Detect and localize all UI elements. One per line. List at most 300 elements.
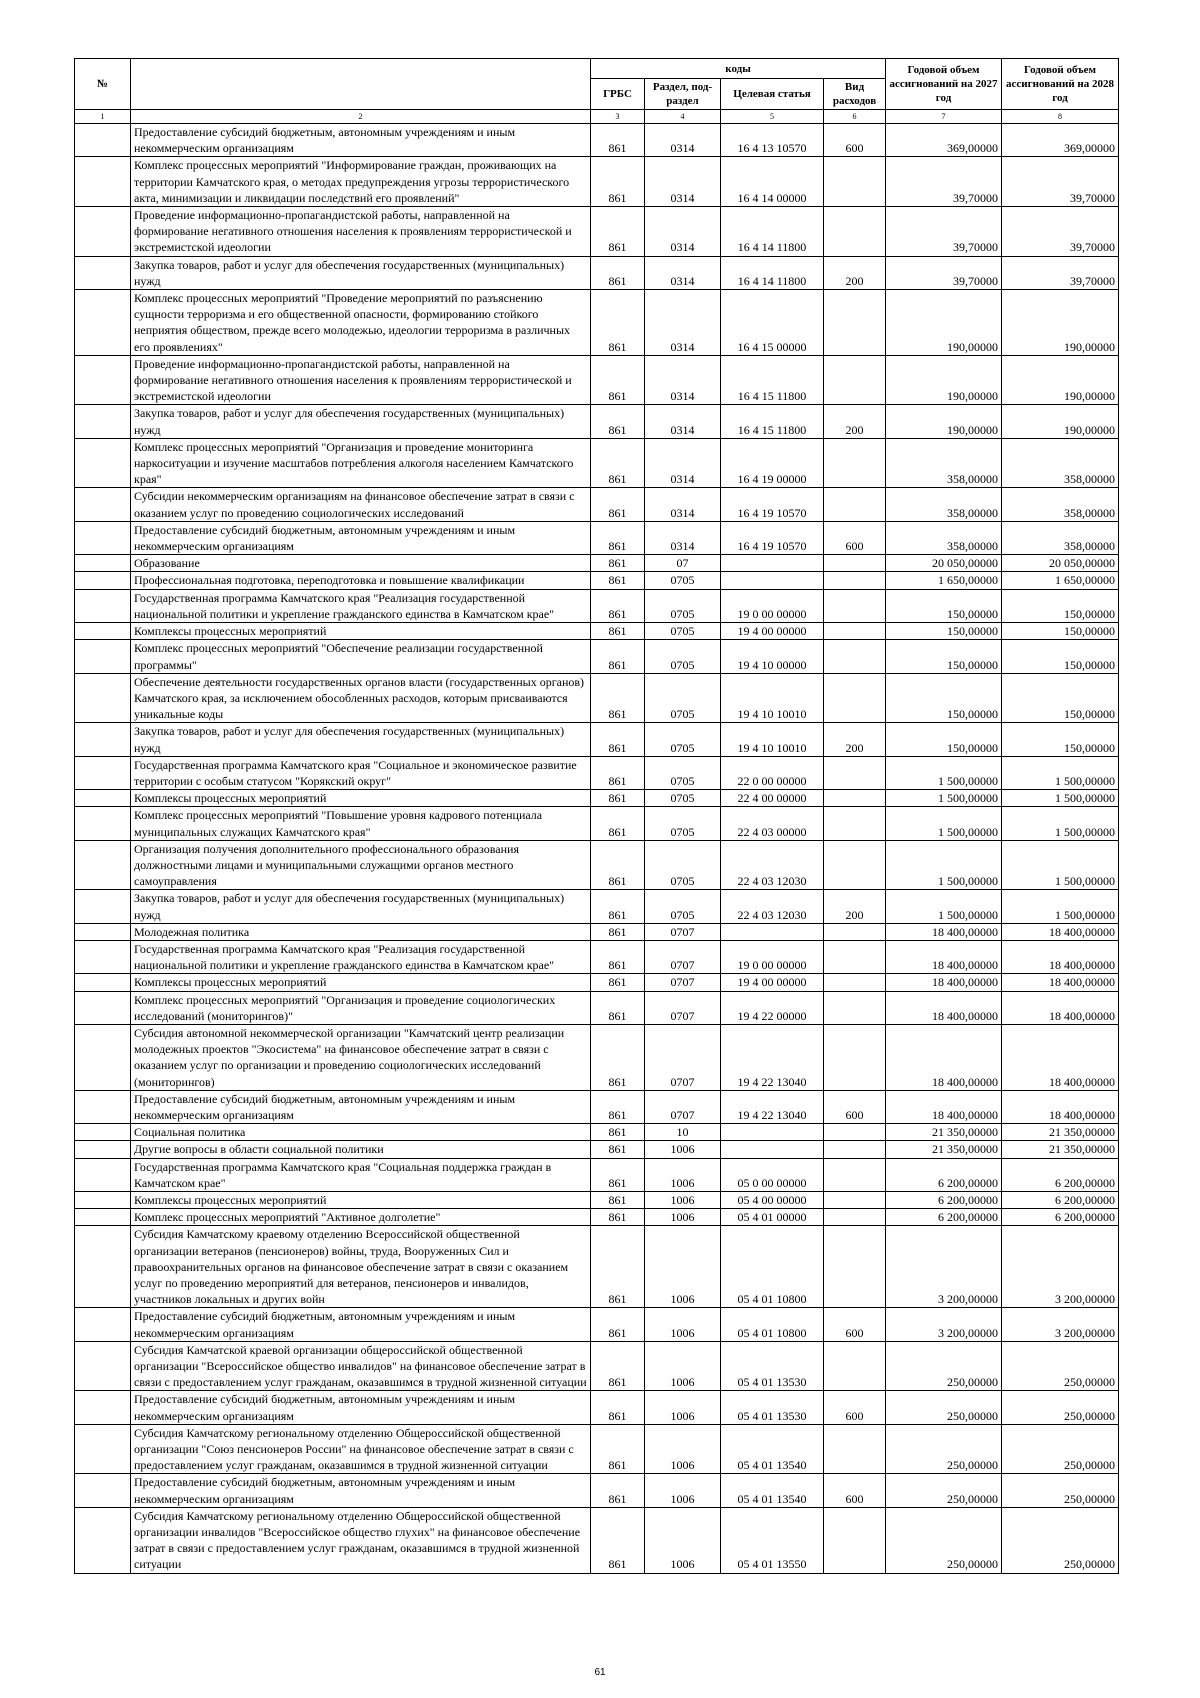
cell-statya: 16 4 15 11800 [721,405,824,438]
cell-2028: 150,00000 [1002,589,1119,622]
cell-grbs: 861 [591,124,645,157]
cell-grbs: 861 [591,974,645,991]
table-row [75,521,1119,554]
cell-vid [824,355,886,405]
cell-vid: 200 [824,890,886,923]
cell-2028: 250,00000 [1002,1391,1119,1424]
cell-name: Предоставление субсидий бюджетным, автономным учреждениям и иным некоммерческим организациям [131,1308,591,1341]
cell-2028: 250,00000 [1002,1341,1119,1391]
column-number: 6 [824,110,886,124]
cell-number [75,256,131,289]
cell-grbs: 861 [591,589,645,622]
cell-razdel: 0314 [645,521,721,554]
cell-vid [824,1209,886,1226]
cell-2028: 6 200,00000 [1002,1209,1119,1226]
table-row [75,1141,1119,1158]
cell-2027: 250,00000 [886,1507,1002,1573]
table-row [75,1308,1119,1341]
cell-razdel: 0314 [645,157,721,207]
cell-razdel: 0705 [645,890,721,923]
cell-name: Предоставление субсидий бюджетным, автономным учреждениям и иным некоммерческим организациям [131,1090,591,1123]
cell-2028: 1 650,00000 [1002,572,1119,589]
cell-statya: 19 4 10 00000 [721,640,824,673]
cell-2028: 250,00000 [1002,1507,1119,1573]
cell-vid [824,991,886,1024]
column-number: 7 [886,110,1002,124]
table-row [75,124,1119,157]
table-row [75,723,1119,756]
cell-2027: 190,00000 [886,405,1002,438]
cell-number [75,1424,131,1474]
table-row [75,790,1119,807]
table-row [75,1507,1119,1573]
cell-vid [824,157,886,207]
table-row [75,940,1119,973]
cell-2028: 6 200,00000 [1002,1192,1119,1209]
cell-number [75,157,131,207]
table-row [75,1474,1119,1507]
cell-grbs: 861 [591,1507,645,1573]
cell-razdel: 0707 [645,940,721,973]
cell-number [75,623,131,640]
cell-grbs: 861 [591,723,645,756]
cell-2028: 6 200,00000 [1002,1158,1119,1191]
budget-table [74,58,1119,1574]
cell-vid [824,756,886,789]
cell-grbs: 861 [591,1158,645,1191]
cell-2027: 369,00000 [886,124,1002,157]
cell-grbs: 861 [591,1090,645,1123]
cell-name: Социальная политика [131,1124,591,1141]
cell-number [75,1507,131,1573]
table-row [75,488,1119,521]
cell-2027: 39,70000 [886,207,1002,257]
cell-vid [824,974,886,991]
cell-2027: 18 400,00000 [886,923,1002,940]
cell-2027: 18 400,00000 [886,1024,1002,1090]
cell-number [75,807,131,840]
header-vid: Вид расходов [824,79,886,110]
cell-2028: 358,00000 [1002,488,1119,521]
cell-2028: 39,70000 [1002,157,1119,207]
cell-2027: 18 400,00000 [886,991,1002,1024]
cell-grbs: 861 [591,157,645,207]
cell-2027: 18 400,00000 [886,1090,1002,1123]
cell-statya: 19 4 00 00000 [721,974,824,991]
table-row [75,589,1119,622]
table-row [75,1192,1119,1209]
cell-number [75,207,131,257]
cell-name: Субсидия Камчатской краевой организации общероссийской общественной организации "Всероссийское общество инвалидов" на финансовое обеспечение затрат в связи с предоставлением услуг гражданам, оказавшимся в трудной жизненной ситуации [131,1341,591,1391]
table-row [75,405,1119,438]
table-body [75,124,1119,1574]
cell-name: Субсидия Камчатскому региональному отделению Общероссийской общественной организации "Союз пенсионеров России" на финансовое обеспечение затрат в связи с предоставлением услуг гражданам, оказавшимся в трудной жизненной ситуации [131,1424,591,1474]
cell-statya: 19 0 00 00000 [721,589,824,622]
cell-razdel: 0705 [645,756,721,789]
cell-name: Предоставление субсидий бюджетным, автономным учреждениям и иным некоммерческим организациям [131,1391,591,1424]
cell-razdel: 0705 [645,572,721,589]
cell-razdel: 0707 [645,974,721,991]
cell-2027: 39,70000 [886,256,1002,289]
header-codes: коды [591,59,886,79]
cell-2027: 21 350,00000 [886,1124,1002,1141]
cell-2027: 39,70000 [886,157,1002,207]
cell-2027: 150,00000 [886,640,1002,673]
cell-statya [721,555,824,572]
cell-statya: 16 4 19 10570 [721,488,824,521]
cell-name: Комплекс процессных мероприятий "Активное долголетие" [131,1209,591,1226]
table-row [75,923,1119,940]
cell-statya: 16 4 14 00000 [721,157,824,207]
cell-2028: 358,00000 [1002,521,1119,554]
cell-2027: 250,00000 [886,1341,1002,1391]
cell-grbs: 861 [591,991,645,1024]
cell-vid: 600 [824,1391,886,1424]
cell-razdel: 0314 [645,207,721,257]
cell-name: Комплексы процессных мероприятий [131,623,591,640]
cell-vid [824,1424,886,1474]
cell-grbs: 861 [591,1124,645,1141]
cell-number [75,1158,131,1191]
table-row [75,673,1119,723]
cell-2028: 1 500,00000 [1002,840,1119,890]
cell-vid [824,1158,886,1191]
cell-grbs: 861 [591,256,645,289]
cell-statya: 16 4 14 11800 [721,256,824,289]
table-header [75,59,1119,124]
cell-2028: 18 400,00000 [1002,940,1119,973]
cell-grbs: 861 [591,207,645,257]
cell-vid [824,940,886,973]
cell-razdel: 0705 [645,723,721,756]
cell-2028: 150,00000 [1002,640,1119,673]
cell-number [75,1226,131,1308]
cell-statya: 19 4 10 10010 [721,723,824,756]
cell-vid [824,488,886,521]
page-number: 61 [594,1667,606,1678]
cell-statya: 05 4 01 13550 [721,1507,824,1573]
cell-statya: 05 0 00 00000 [721,1158,824,1191]
header-grbs: ГРБС [591,79,645,110]
cell-razdel: 0705 [645,840,721,890]
cell-number [75,355,131,405]
cell-number [75,673,131,723]
cell-name: Субсидия автономной некоммерческой организации "Камчатский центр реализации молодежных проектов "Экосистема" на финансовое обеспечение затрат в связи с оказанием услуг по организации и проведению социологических исследований (мониторингов) [131,1024,591,1090]
cell-statya: 05 4 01 13530 [721,1391,824,1424]
cell-name: Обеспечение деятельности государственных органов власти (государственных органов) Камчатского края, за исключением обособленных расходов, которым присваиваются уникальные коды [131,673,591,723]
cell-grbs: 861 [591,1424,645,1474]
cell-name: Организация получения дополнительного профессионального образования должностными лицами и муниципальными служащими органов местного самоуправления [131,840,591,890]
cell-vid [824,1226,886,1308]
column-number: 4 [645,110,721,124]
cell-2028: 190,00000 [1002,355,1119,405]
cell-number [75,1141,131,1158]
cell-2027: 150,00000 [886,723,1002,756]
cell-razdel: 1006 [645,1507,721,1573]
cell-2028: 39,70000 [1002,207,1119,257]
cell-statya: 19 4 22 13040 [721,1090,824,1123]
cell-2028: 190,00000 [1002,290,1119,356]
cell-grbs: 861 [591,1226,645,1308]
cell-2028: 18 400,00000 [1002,1090,1119,1123]
cell-2027: 1 500,00000 [886,756,1002,789]
cell-statya: 05 4 01 10800 [721,1226,824,1308]
cell-statya: 19 0 00 00000 [721,940,824,973]
cell-vid: 600 [824,1474,886,1507]
cell-vid [824,572,886,589]
column-number: 1 [75,110,131,124]
cell-number [75,974,131,991]
cell-vid [824,589,886,622]
cell-razdel: 0314 [645,290,721,356]
cell-razdel: 0707 [645,991,721,1024]
cell-grbs: 861 [591,1474,645,1507]
cell-vid: 200 [824,723,886,756]
cell-statya: 05 4 01 00000 [721,1209,824,1226]
cell-2028: 1 500,00000 [1002,807,1119,840]
cell-name: Государственная программа Камчатского края "Реализация государственной национальной политики и укрепление гражданского единства в Камчатском крае" [131,589,591,622]
cell-razdel: 0705 [645,640,721,673]
cell-2028: 250,00000 [1002,1424,1119,1474]
cell-grbs: 861 [591,840,645,890]
cell-name: Комплекс процессных мероприятий "Организация и проведение мониторинга наркоситуации и изучение масштабов потребления алкоголя населением Камчатского края" [131,438,591,488]
cell-grbs: 861 [591,555,645,572]
header-2027: Годовой объем ассигнований на 2027 год [886,59,1002,110]
cell-number [75,555,131,572]
cell-grbs: 861 [591,1192,645,1209]
cell-2028: 150,00000 [1002,623,1119,640]
cell-vid: 600 [824,521,886,554]
cell-2027: 1 500,00000 [886,790,1002,807]
cell-statya: 16 4 14 11800 [721,207,824,257]
cell-2027: 3 200,00000 [886,1226,1002,1308]
cell-vid [824,640,886,673]
cell-2027: 18 400,00000 [886,940,1002,973]
cell-2027: 18 400,00000 [886,974,1002,991]
table-row [75,256,1119,289]
column-number-row [75,110,1119,124]
cell-name: Комплекс процессных мероприятий "Информирование граждан, проживающих на территории Камчатского края, о методах предупреждения угрозы террористического акта, минимизации и ликвидации последствий его проявлений" [131,157,591,207]
cell-statya: 16 4 13 10570 [721,124,824,157]
cell-name: Образование [131,555,591,572]
cell-name: Проведение информационно-пропагандистской работы, направленной на формирование негативного отношения населения к проявлениям террористической и экстремистской идеологии [131,355,591,405]
table-row [75,1424,1119,1474]
cell-grbs: 861 [591,790,645,807]
cell-2028: 150,00000 [1002,673,1119,723]
cell-grbs: 861 [591,1141,645,1158]
cell-grbs: 861 [591,756,645,789]
cell-2028: 20 050,00000 [1002,555,1119,572]
column-number: 3 [591,110,645,124]
cell-razdel: 0314 [645,438,721,488]
cell-2027: 150,00000 [886,673,1002,723]
cell-2027: 250,00000 [886,1474,1002,1507]
cell-grbs: 861 [591,1341,645,1391]
cell-vid [824,1192,886,1209]
cell-razdel: 1006 [645,1209,721,1226]
cell-name: Закупка товаров, работ и услуг для обеспечения государственных (муниципальных) нужд [131,723,591,756]
cell-grbs: 861 [591,807,645,840]
cell-razdel: 1006 [645,1391,721,1424]
table-row [75,807,1119,840]
cell-number [75,756,131,789]
cell-razdel: 1006 [645,1192,721,1209]
cell-razdel: 1006 [645,1474,721,1507]
cell-number [75,723,131,756]
cell-number [75,438,131,488]
cell-grbs: 861 [591,640,645,673]
cell-vid [824,438,886,488]
cell-2028: 18 400,00000 [1002,974,1119,991]
cell-number [75,790,131,807]
cell-vid: 200 [824,256,886,289]
cell-statya: 16 4 19 00000 [721,438,824,488]
cell-statya: 16 4 19 10570 [721,521,824,554]
cell-name: Комплекс процессных мероприятий "Проведение мероприятий по разъяснению сущности терроризма и его общественной опасности, формированию стойкого неприятия обществом, прежде всего молодежью, идеологии терроризма в различных его проявлениях" [131,290,591,356]
cell-name: Проведение информационно-пропагандистской работы, направленной на формирование негативного отношения населения к проявлениям террористической и экстремистской идеологии [131,207,591,257]
header-name-blank [131,59,591,110]
cell-name: Субсидии некоммерческим организациям на финансовое обеспечение затрат в связи с оказанием услуг по проведению социологических исследований [131,488,591,521]
table-row [75,1090,1119,1123]
table-row [75,1158,1119,1191]
cell-2028: 21 350,00000 [1002,1141,1119,1158]
table-row [75,1024,1119,1090]
cell-number [75,923,131,940]
cell-razdel: 0707 [645,1090,721,1123]
cell-name: Комплексы процессных мероприятий [131,1192,591,1209]
cell-2028: 358,00000 [1002,438,1119,488]
table-row [75,1124,1119,1141]
cell-statya: 19 4 10 10010 [721,673,824,723]
cell-vid: 200 [824,405,886,438]
cell-statya: 16 4 15 11800 [721,355,824,405]
cell-2028: 18 400,00000 [1002,991,1119,1024]
cell-grbs: 861 [591,521,645,554]
cell-razdel: 0707 [645,1024,721,1090]
cell-grbs: 861 [591,890,645,923]
cell-number [75,1474,131,1507]
cell-2028: 3 200,00000 [1002,1308,1119,1341]
table-row [75,991,1119,1024]
cell-statya: 22 4 03 12030 [721,890,824,923]
cell-grbs: 861 [591,940,645,973]
cell-number [75,1209,131,1226]
cell-statya: 05 4 01 13540 [721,1474,824,1507]
cell-2028: 369,00000 [1002,124,1119,157]
table-row [75,438,1119,488]
cell-vid: 600 [824,1308,886,1341]
cell-name: Закупка товаров, работ и услуг для обеспечения государственных (муниципальных) нужд [131,890,591,923]
cell-name: Комплексы процессных мероприятий [131,974,591,991]
cell-2028: 1 500,00000 [1002,890,1119,923]
cell-vid [824,290,886,356]
cell-number [75,1090,131,1123]
cell-vid: 600 [824,1090,886,1123]
table-row [75,1209,1119,1226]
cell-razdel: 0314 [645,405,721,438]
cell-razdel: 1006 [645,1424,721,1474]
cell-name: Закупка товаров, работ и услуг для обеспечения государственных (муниципальных) нужд [131,256,591,289]
cell-name: Государственная программа Камчатского края "Социальная поддержка граждан в Камчатском крае" [131,1158,591,1191]
cell-razdel: 0705 [645,790,721,807]
cell-grbs: 861 [591,673,645,723]
cell-2027: 6 200,00000 [886,1158,1002,1191]
table-row [75,1391,1119,1424]
cell-razdel: 1006 [645,1341,721,1391]
cell-razdel: 0314 [645,256,721,289]
table-row [75,1341,1119,1391]
cell-vid [824,673,886,723]
cell-number [75,640,131,673]
cell-vid [824,1507,886,1573]
cell-grbs: 861 [591,290,645,356]
cell-2027: 358,00000 [886,521,1002,554]
cell-razdel: 07 [645,555,721,572]
header-number: № [75,59,131,110]
column-number: 8 [1002,110,1119,124]
cell-razdel: 0707 [645,923,721,940]
cell-grbs: 861 [591,1391,645,1424]
cell-razdel: 0705 [645,673,721,723]
cell-name: Государственная программа Камчатского края "Реализация государственной национальной политики и укрепление гражданского единства в Камчатском крае" [131,940,591,973]
cell-2027: 6 200,00000 [886,1192,1002,1209]
cell-name: Комплекс процессных мероприятий "Обеспечение реализации государственной программы" [131,640,591,673]
cell-name: Комплексы процессных мероприятий [131,790,591,807]
cell-razdel: 1006 [645,1141,721,1158]
cell-number [75,890,131,923]
column-number: 5 [721,110,824,124]
column-number: 2 [131,110,591,124]
cell-2027: 6 200,00000 [886,1209,1002,1226]
table-row [75,290,1119,356]
cell-name: Профессиональная подготовка, переподготовка и повышение квалификации [131,572,591,589]
cell-number [75,1024,131,1090]
cell-vid [824,790,886,807]
cell-number [75,1192,131,1209]
cell-vid [824,807,886,840]
table-row [75,555,1119,572]
cell-2028: 18 400,00000 [1002,1024,1119,1090]
cell-name: Субсидия Камчатскому региональному отделению Общероссийской общественной организации инвалидов "Всероссийское общество глухих" на финансовое обеспечение затрат в связи с предоставлением услуг гражданам, оказавшимся в трудной жизненной ситуации [131,1507,591,1573]
table-row [75,157,1119,207]
cell-number [75,991,131,1024]
cell-2027: 250,00000 [886,1424,1002,1474]
cell-number [75,1341,131,1391]
table-row [75,640,1119,673]
cell-2027: 150,00000 [886,589,1002,622]
cell-statya: 05 4 01 13540 [721,1424,824,1474]
cell-grbs: 861 [591,572,645,589]
cell-number [75,521,131,554]
header-statya: Целевая статья [721,79,824,110]
table-row [75,355,1119,405]
cell-2027: 1 500,00000 [886,807,1002,840]
cell-vid [824,207,886,257]
cell-2027: 3 200,00000 [886,1308,1002,1341]
cell-number [75,124,131,157]
cell-statya: 22 4 00 00000 [721,790,824,807]
cell-vid [824,1024,886,1090]
table-row [75,890,1119,923]
cell-2027: 1 500,00000 [886,840,1002,890]
cell-number [75,1391,131,1424]
cell-statya: 05 4 01 10800 [721,1308,824,1341]
cell-name: Комплекс процессных мероприятий "Организация и проведение социологических исследований (мониторингов)" [131,991,591,1024]
cell-statya: 19 4 00 00000 [721,623,824,640]
cell-vid [824,623,886,640]
cell-number [75,1124,131,1141]
cell-2027: 20 050,00000 [886,555,1002,572]
